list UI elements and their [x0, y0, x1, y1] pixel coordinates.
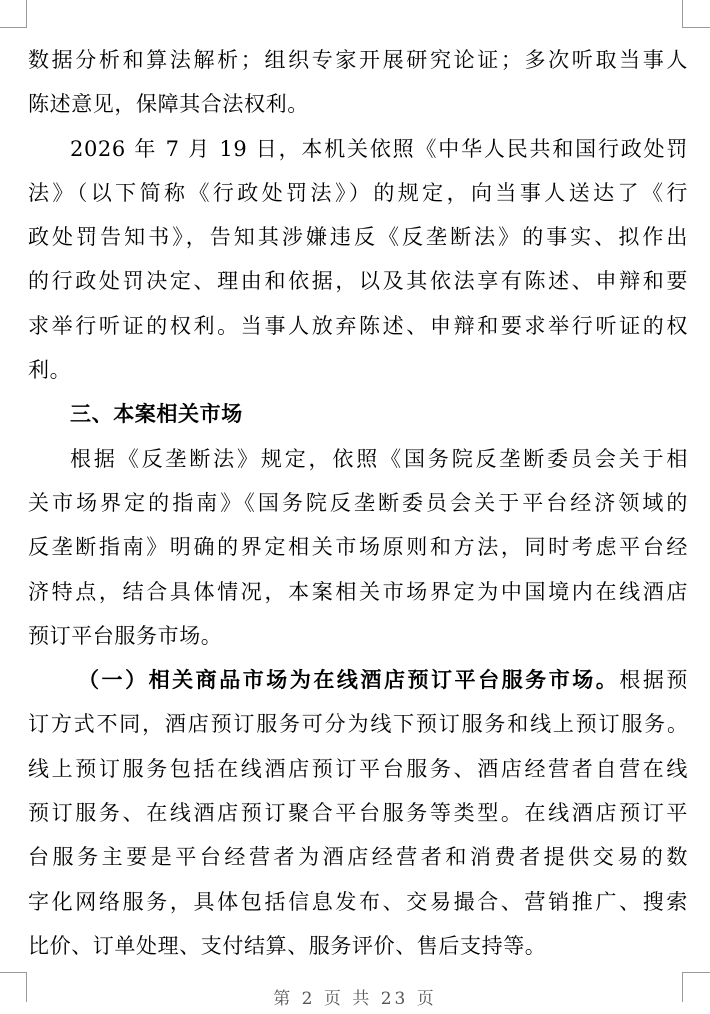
text-line: 比价、订单处理、支付结算、服务评价、售后支持等。	[28, 933, 547, 958]
crop-mark-top-left	[26, 0, 27, 28]
crop-mark-top-right-h	[682, 27, 710, 28]
section-heading: 三、本案相关市场	[70, 402, 243, 427]
text-run: 根据预	[619, 668, 688, 693]
text-line: 字化网络服务，具体包括信息发布、交易撮合、营销推广、搜索	[28, 889, 688, 914]
text-line: 政处罚告知书》，告知其涉嫌违反《反垄断法》的事实、拟作出	[28, 225, 688, 250]
crop-mark-top-right	[682, 0, 683, 28]
page-number-footer: 第 2 页 共 23 页	[273, 989, 437, 1009]
text-line	[28, 658, 688, 702]
text-line: 法》（以下简称《行政处罚法》）的规定，向当事人送达了《行	[28, 180, 688, 205]
text-line: 2026 年 7 月 19 日，本机关依照《中华人民共和国行政处罚	[70, 136, 688, 161]
crop-mark-bottom-left-h	[0, 972, 27, 973]
text-line: 根据《反垄断法》规定，依照《国务院反垄断委员会关于相	[70, 446, 688, 471]
text-line: 求举行听证的权利。当事人放弃陈述、申辩和要求举行听证的权	[28, 313, 688, 338]
text-line: 济特点，结合具体情况，本案相关市场界定为中国境内在线酒店	[28, 579, 688, 604]
crop-mark-top-left-h	[0, 27, 27, 28]
text-line: 订方式不同，酒店预订服务可分为线下预订服务和线上预订服务。	[28, 712, 688, 737]
text-line: 预订平台服务市场。	[28, 623, 223, 648]
crop-mark-bottom-right-h	[682, 972, 710, 973]
text-line: 数据分析和算法解析；组织专家开展研究论证；多次听取当事人	[28, 48, 688, 72]
text-line: 关市场界定的指南》《国务院反垄断委员会关于平台经济领域的	[28, 490, 688, 515]
text-line: 预订服务、在线酒店预订聚合平台服务等类型。在线酒店预订平	[28, 801, 688, 826]
document-body	[28, 38, 688, 968]
subsection-heading: （一）相关商品市场为在线酒店预订平台服务市场。	[78, 668, 620, 693]
text-line: 线上预订服务包括在线酒店预订平台服务、酒店经营者自营在线	[28, 756, 688, 781]
text-line: 利。	[28, 358, 72, 383]
text-line: 的行政处罚决定、理由和依据，以及其依法享有陈述、申辩和要	[28, 269, 688, 294]
text-line: 台服务主要是平台经营者为酒店经营者和消费者提供交易的数	[28, 845, 688, 870]
text-line: 反垄断指南》明确的界定相关市场原则和方法，同时考虑平台经	[28, 535, 688, 560]
text-line: 陈述意见，保障其合法权利。	[28, 92, 309, 117]
